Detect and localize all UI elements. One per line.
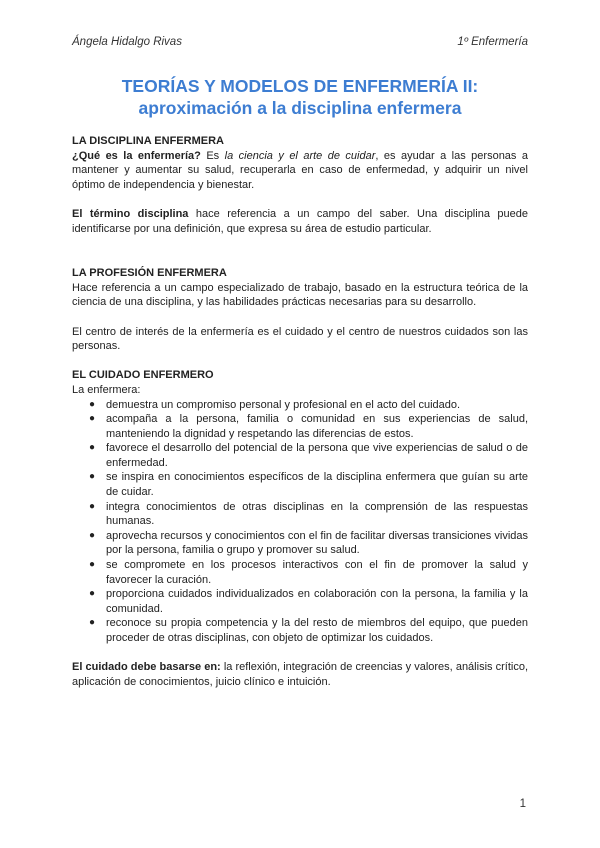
header-author: Ángela Hidalgo Rivas <box>72 36 182 48</box>
question-bold: ¿Qué es la enfermería? <box>72 149 201 162</box>
paragraph-profesion-1: Hace referencia a un campo especializado de trabajo, basado en la estructura teórica de la ciencia de una disciplina, y las habilidades prácticas necesarias para su desarrollo. <box>72 281 528 309</box>
heading-profesion: LA PROFESIÓN ENFERMERA <box>72 267 227 280</box>
bullet-icon: ● <box>89 471 96 483</box>
question-mid: Es <box>200 149 225 162</box>
title-line-1: TEORÍAS Y MODELOS DE ENFERMERÍA II: <box>121 76 479 96</box>
basis-bold: El cuidado debe basarse en: <box>72 661 221 674</box>
question-rest: , es ayudar a las personas a mantener y aumentar su salud, recuperarla en caso de enfermedad, y adquirir un nivel óptimo de independencia y bienestar. <box>72 149 529 191</box>
paragraph-que-es <box>72 149 528 193</box>
list-item: ● acompaña a la persona, familia o comunidad en sus experiencias de salud, manteniendo la dignidad y respetando las diferencias de estos. <box>89 413 528 440</box>
basis-rest: la reflexión, integración de creencias y valores, análisis crítico, aplicación de conocimientos, juicio clínico e intuición. <box>72 661 528 688</box>
title-line-2: aproximación a la disciplina enfermera <box>138 98 462 118</box>
bullet-icon: ● <box>89 588 96 600</box>
list-item: ● reconoce su propia competencia y la del resto de miembros del equipo, que pueden proceder de otras disciplinas, con objeto de optimizar los cuidados. <box>89 617 528 644</box>
bullet-icon: ● <box>89 500 96 512</box>
bullet-icon: ● <box>89 442 96 454</box>
list-item: ● se inspira en conocimientos específicos de la disciplina enfermera que guían su arte de cuidar. <box>89 471 528 499</box>
bullet-icon: ● <box>89 398 96 410</box>
term-bold: El término disciplina <box>72 207 189 220</box>
list-item: ● favorece el desarrollo del potencial de la persona que vive experiencias de salud o de enfermedad. <box>89 442 528 469</box>
heading-cuidado: EL CUIDADO ENFERMERO <box>72 369 214 382</box>
paragraph-profesion-2: El centro de interés de la enfermería es el cuidado y el centro de nuestros cuidados son las personas. <box>72 325 528 353</box>
document-title <box>60 76 540 120</box>
term-rest: hace referencia a un campo del saber. Una disciplina puede identificarse por una definición, que expresa su área de estudio particular. <box>72 207 528 235</box>
question-italic: la ciencia y el arte de cuidar <box>224 149 376 162</box>
bullet-icon: ● <box>89 617 96 629</box>
bullet-icon: ● <box>89 559 96 571</box>
list-item: ● demuestra un compromiso personal y profesional en el acto del cuidado. <box>89 398 461 411</box>
paragraph-basis <box>72 660 528 689</box>
list-item: ● integra conocimientos de otras disciplinas en la comprensión de las respuestas humanas. <box>89 500 528 528</box>
heading-disciplina: LA DISCIPLINA ENFERMERA <box>72 135 224 147</box>
list-item: ● aprovecha recursos y conocimientos con el fin de facilitar diversas transiciones vividas por la persona, familia o grupo y promover su salud. <box>89 529 528 557</box>
cuidado-list <box>72 398 528 646</box>
header-course: 1º Enfermería <box>457 36 528 48</box>
page-number: 1 <box>519 798 526 810</box>
document-body <box>72 134 528 689</box>
paragraph-termino <box>72 207 528 236</box>
list-item: ● se compromete en los procesos interactivos con el fin de promover la salud y favorecer la curación. <box>89 559 528 586</box>
bullet-icon: ● <box>89 413 96 425</box>
list-item: ● proporciona cuidados individualizados en colaboración con la persona, la familia y la comunidad. <box>89 588 528 615</box>
bullet-icon: ● <box>89 529 96 541</box>
cuidado-intro: La enfermera: <box>72 383 141 396</box>
